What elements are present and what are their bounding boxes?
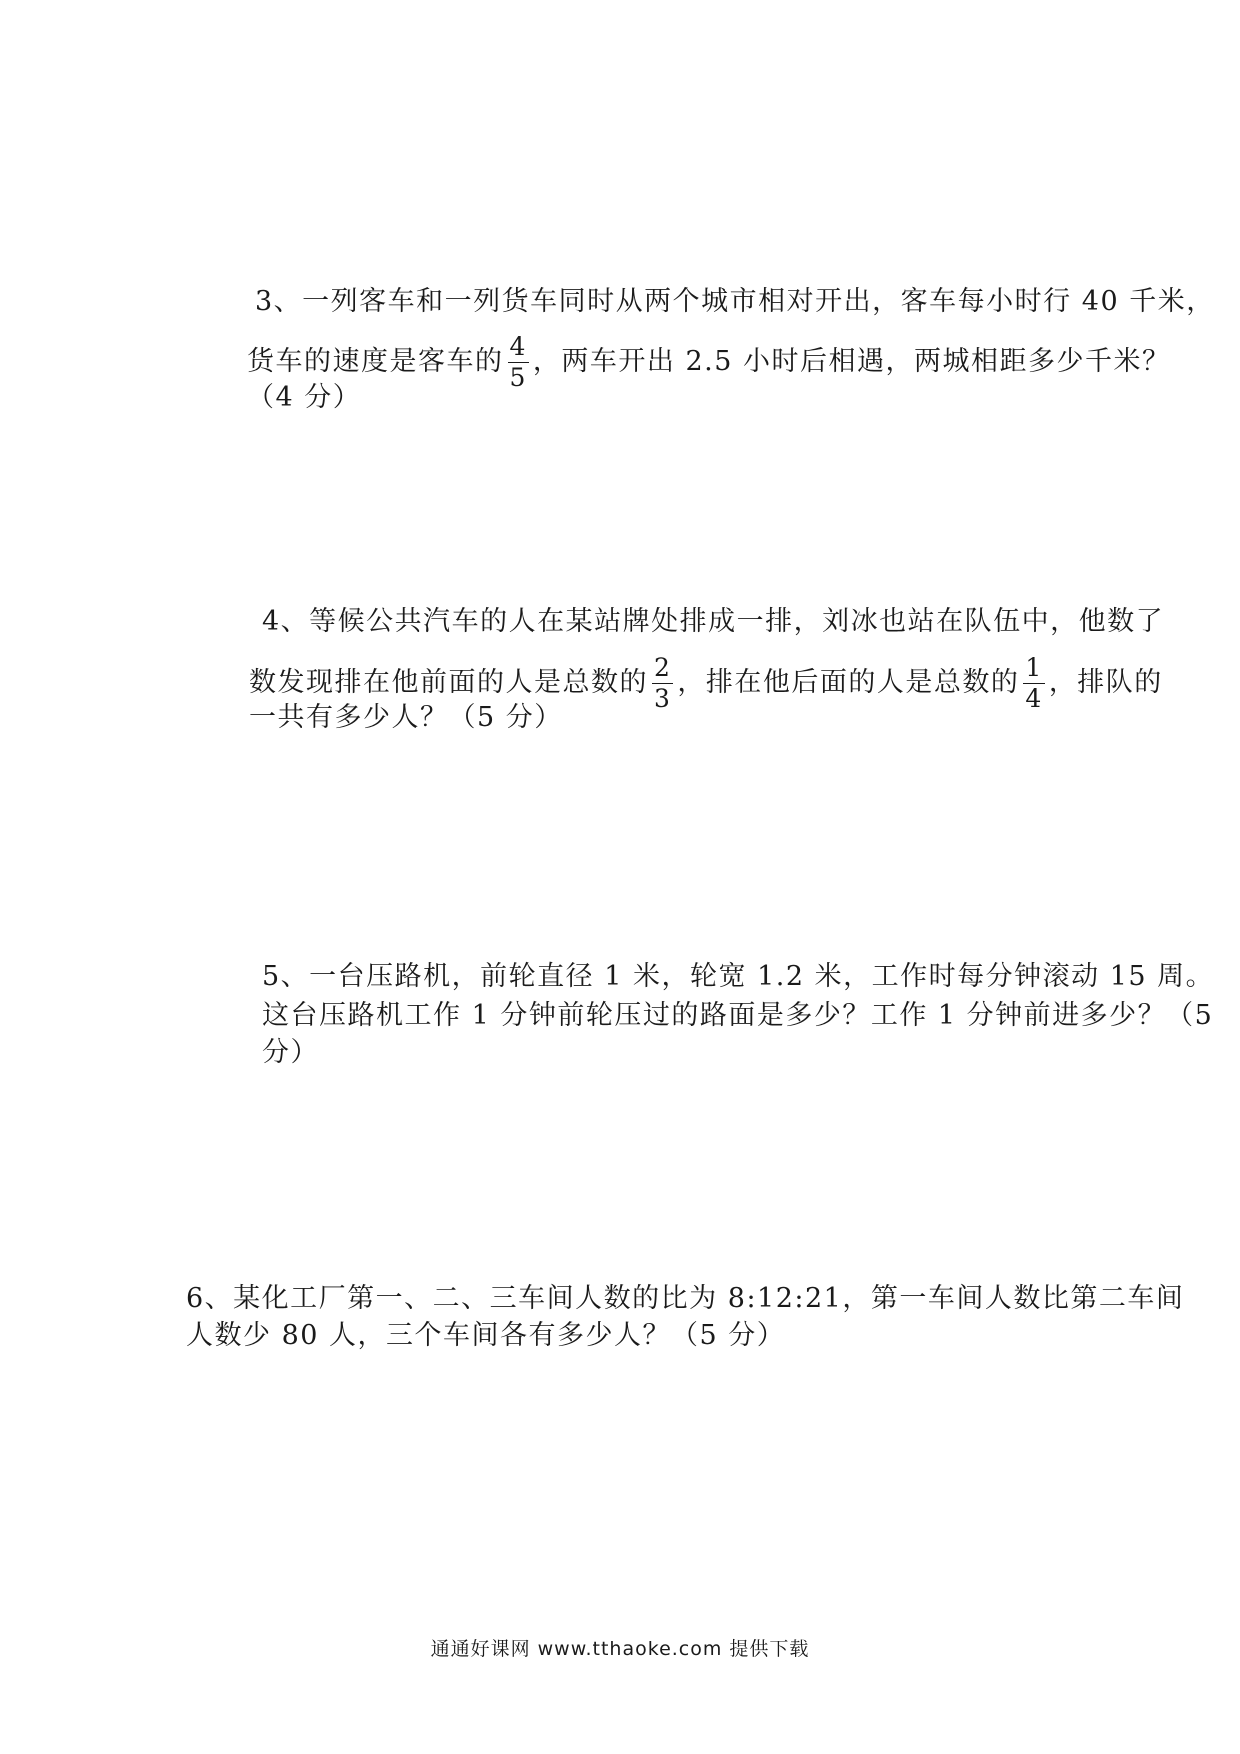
q4-line-2-middle: ，排在他后面的人是总数的	[677, 667, 1020, 698]
q3-line-1: 3、一列客车和一列货车同时从两个城市相对开出，客车每小时行 40 千米，	[255, 286, 1215, 317]
q4-line-3: 一共有多少人？（5 分）	[249, 702, 563, 733]
q3-fraction-denominator: 5	[509, 363, 527, 392]
q5-line-3: 分）	[262, 1037, 319, 1068]
q4-fraction-1-numerator: 2	[654, 653, 672, 682]
q4-fraction-2	[1023, 653, 1044, 714]
q4-fraction-1-denominator: 3	[654, 684, 672, 713]
q4-line-2-end: ，排队的	[1048, 667, 1163, 698]
q6-line-2: 人数少 80 人，三个车间各有多少人？（5 分）	[186, 1320, 786, 1351]
q4-fraction-2-denominator: 4	[1025, 684, 1043, 713]
q3-line-2-end: ，两车开出 2.5 小时后相遇，两城相距多少千米？	[532, 346, 1171, 377]
q4-line-1: 4、等候公共汽车的人在某站牌处排成一排，刘冰也站在队伍中，他数了	[262, 606, 1165, 637]
q3-line-3: （4 分）	[247, 382, 362, 413]
q5-line-1: 5、一台压路机，前轮直径 1 米，轮宽 1.2 米，工作时每分钟滚动 15 周。	[262, 961, 1215, 992]
q4-line-2-start: 数发现排在他前面的人是总数的	[249, 667, 648, 698]
q5-line-2: 这台压路机工作 1 分钟前轮压过的路面是多少？工作 1 分钟前进多少？（5	[262, 1000, 1214, 1031]
q6-line-1: 6、某化工厂第一、二、三车间人数的比为 8:12:21，第一车间人数比第二车间	[186, 1283, 1185, 1314]
q3-fraction-numerator: 4	[509, 332, 527, 361]
q3-fraction	[508, 332, 529, 393]
footer-credit: 通通好课网 www.tthaoke.com 提供下载	[430, 1638, 810, 1660]
q3-line-2-start: 货车的速度是客车的	[247, 346, 504, 377]
q4-fraction-1	[652, 653, 673, 714]
q3-line-2	[247, 332, 1171, 393]
q4-fraction-2-numerator: 1	[1025, 653, 1043, 682]
